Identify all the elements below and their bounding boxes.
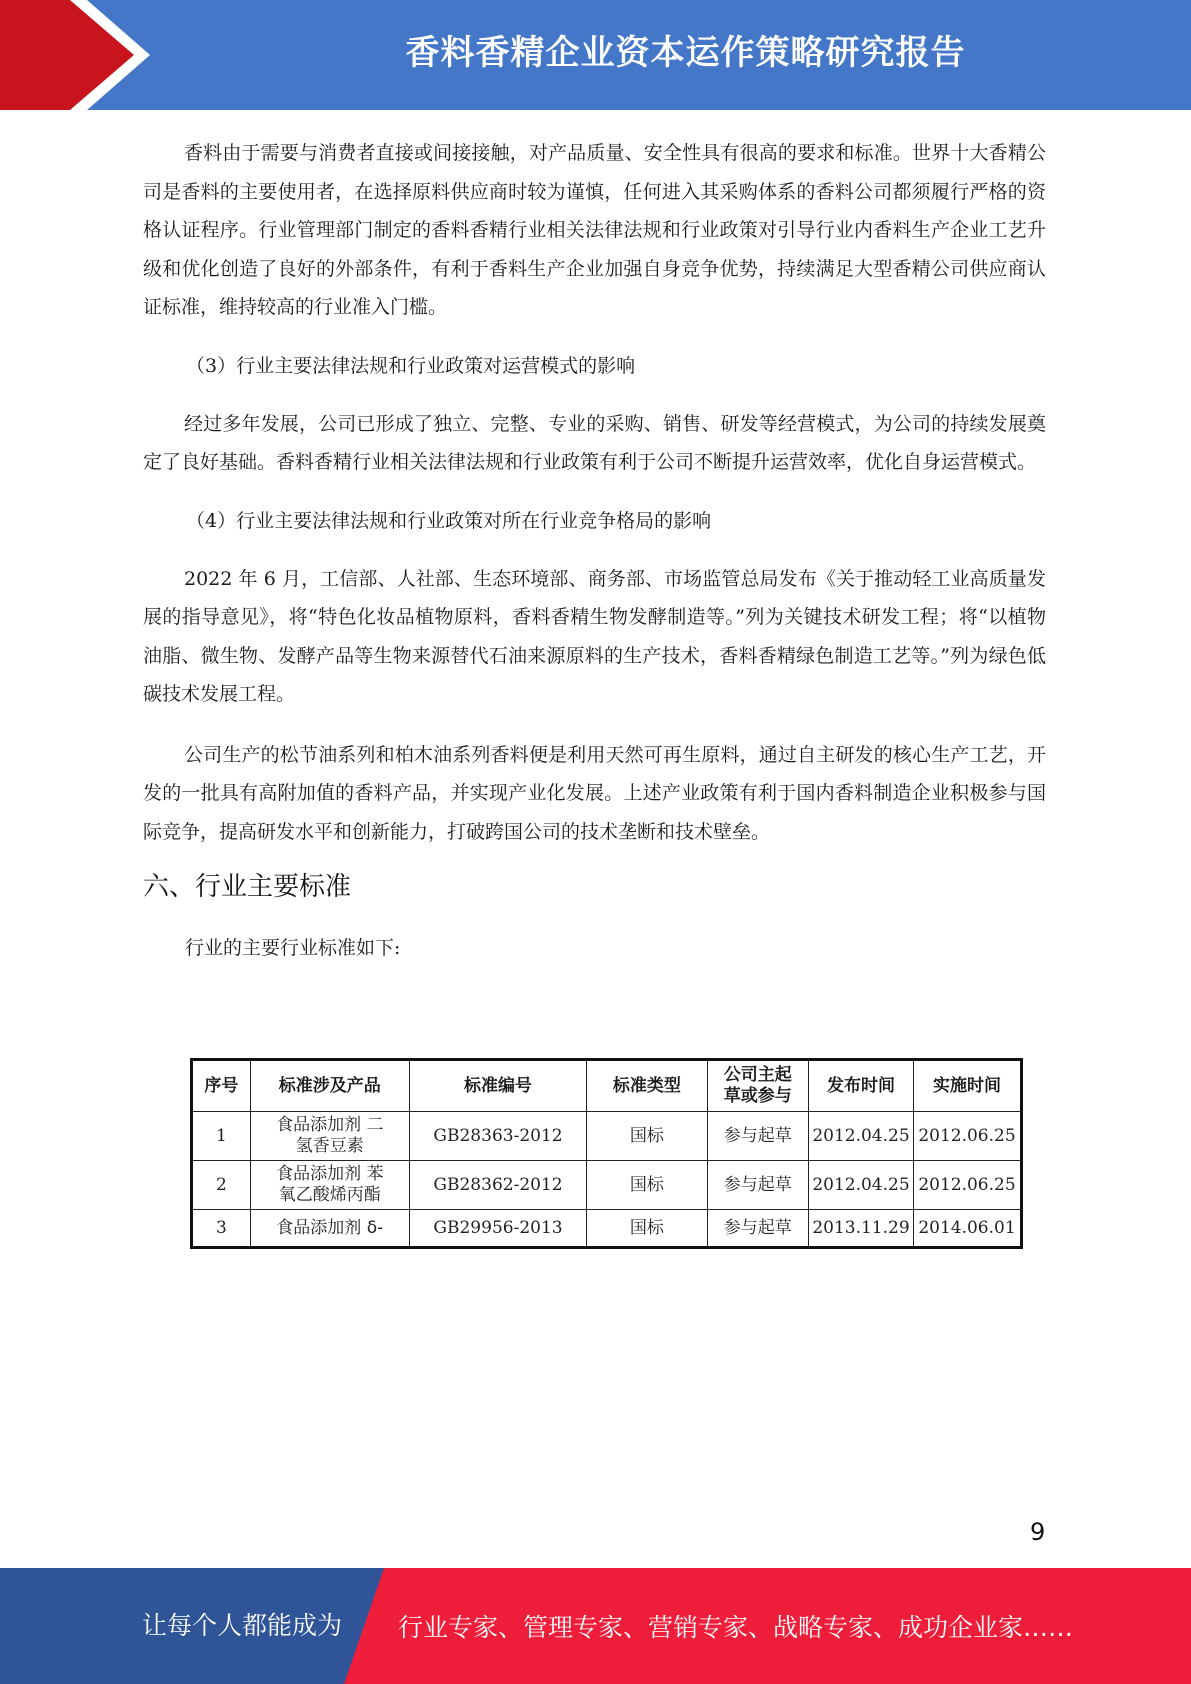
cell-seq: 2 [192,1161,251,1210]
table-row [192,1112,1022,1161]
cell-product [250,1112,409,1161]
table-row [192,1210,1022,1248]
cell-product-line1: 食品添加剂 苯 [276,1164,384,1184]
cell-role: 参与起草 [707,1210,808,1248]
header-role-line2: 草或参与 [723,1086,792,1106]
subheading-operating-model: （3）行业主要法律法规和行业政策对运营模式的影响 [186,354,636,377]
cell-publish: 2013.11.29 [809,1210,914,1248]
header-product: 标准涉及产品 [250,1060,409,1112]
cell-product [250,1210,409,1248]
footer-slogan-left: 让每个人都能成为 [142,1611,343,1640]
header-implement: 实施时间 [913,1060,1021,1112]
cell-publish: 2012.04.25 [809,1161,914,1210]
cell-product-line1: 食品添加剂 二 [276,1115,384,1135]
cell-type: 国标 [587,1210,707,1248]
paragraph-operating-model: 经过多年发展，公司已形成了独立、完整、专业的采购、销售、研发等经营模式，为公司的持续发展奠定了良好基础。香料香精行业相关法律法规和行业政策有利于公司不断提升运营效率，优化自身运营模式。 [143,412,1046,473]
report-title: 香料香精企业资本运作策略研究报告 [405,33,966,73]
cell-implement: 2012.06.25 [913,1112,1021,1161]
standards-table [190,1058,1023,1249]
document-body [143,134,1046,967]
paragraph-fragrance-quality: 香料由于需要与消费者直接或间接接触，对产品质量、安全性具有很高的要求和标准。世界十大香精公司是香料的主要使用者，在选择原料供应商时较为谨慎，任何进入其采购体系的香料公司都须履行严格的资格认证程序。行业管理部门制定的香料香精行业相关法律法规和行业政策对引导行业内香料生产企业工艺升级和优化创造了良好的外部条件，有利于香料生产企业加强自身竞争优势，持续满足大型香精公司供应商认证标准，维持较高的行业准入门槛。 [143,142,1046,318]
cell-code: GB28362-2012 [409,1161,586,1210]
header-chevron [0,0,138,110]
standards-intro: 行业的主要行业标准如下: [185,937,401,959]
subheading-competition: （4）行业主要法律法规和行业政策对所在行业竞争格局的影响 [186,509,712,532]
cell-role: 参与起草 [707,1112,808,1161]
cell-product-line2: 氧乙酸烯丙酯 [278,1185,381,1205]
header-role [707,1060,808,1112]
table-header-row [192,1060,1022,1112]
cell-type: 国标 [587,1112,707,1161]
cell-implement: 2014.06.01 [913,1210,1021,1248]
paragraph-company-products: 公司生产的松节油系列和柏木油系列香料便是利用天然可再生原料，通过自主研发的核心生产工艺，开发的一批具有高附加值的香料产品，并实现产业化发展。上述产业政策有利于国内香料制造企业积极参与国际竞争，提高研发水平和创新能力，打破跨国公司的技术垄断和技术壁垒。 [143,743,1046,843]
cell-product-line2: 氢香豆素 [295,1136,364,1156]
cell-product-line1: 食品添加剂 δ- [276,1217,384,1238]
cell-publish: 2012.04.25 [809,1112,914,1161]
cell-product [250,1161,409,1210]
page-header [0,0,1191,110]
paragraph-policy-2022: 2022 年 6 月，工信部、人社部、生态环境部、商务部、市场监管总局发布《关于推动轻工业高质量发展的指导意见》，将“特色化妆品植物原料，香料香精生物发酵制造等。”列为关键技术研发工程；将“以植物油脂、微生物、发酵产品等生物来源替代石油来源原料的生产技术，香料香精绿色制造工艺等。”列为绿色低碳技术发展工程。 [143,567,1046,705]
cell-code: GB28363-2012 [409,1112,586,1161]
section-title-standards: 六、行业主要标准 [143,872,352,902]
cell-type: 国标 [587,1161,707,1210]
cell-implement: 2012.06.25 [913,1161,1021,1210]
cell-seq: 1 [192,1112,251,1161]
page-number: 9 [1030,1518,1046,1546]
cell-role: 参与起草 [707,1161,808,1210]
page-footer [0,1568,1191,1684]
cell-code: GB29956-2013 [409,1210,586,1248]
header-publish: 发布时间 [809,1060,914,1112]
header-role-line1: 公司主起 [723,1065,792,1085]
header-seq: 序号 [192,1060,251,1112]
header-type: 标准类型 [587,1060,707,1112]
footer-slogan-right: 行业专家、管理专家、营销专家、战略专家、成功企业家…… [398,1613,1074,1642]
cell-seq: 3 [192,1210,251,1248]
header-code: 标准编号 [409,1060,586,1112]
table-row [192,1161,1022,1210]
